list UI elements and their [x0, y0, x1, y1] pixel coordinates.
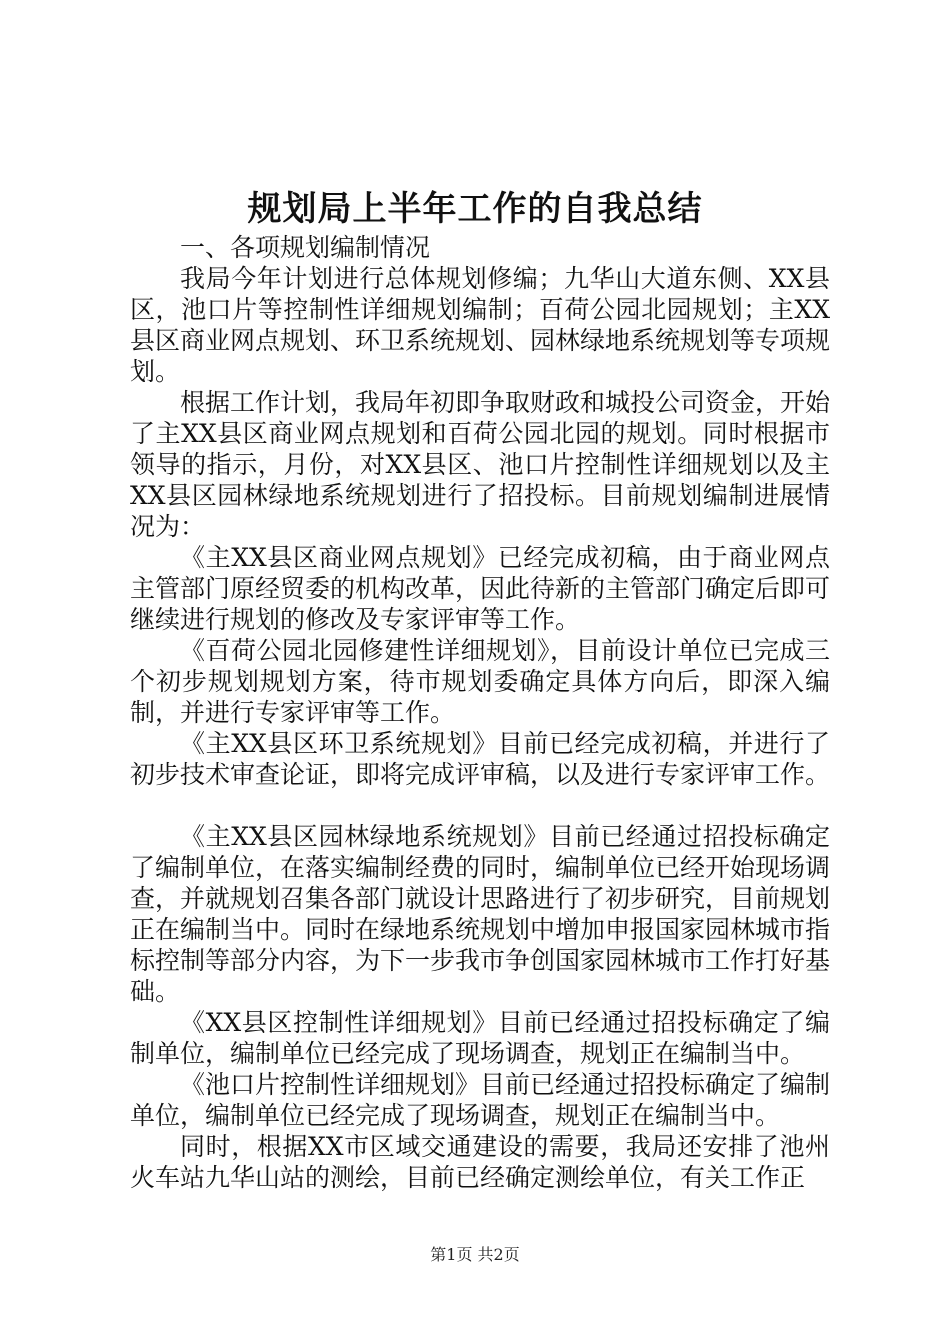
paragraph: 《池口片控制性详细规划》目前已经通过招投标确定了编制单位，编制单位已经完成了现场调查，规划正在编制当中。 — [130, 1070, 831, 1130]
paragraph: 同时，根据XX市区域交通建设的需要，我局还安排了池州火车站九华山站的测绘，目前已经确定测绘单位，有关工作正 — [130, 1132, 830, 1192]
page-footer: 第1页 共2页 — [430, 1245, 520, 1264]
document-body — [130, 232, 830, 1193]
paragraph: 我局今年计划进行总体规划修编；九华山大道东侧、XX县区，池口片等控制性详细规划编制；百荷公园北园规划；主XX县区商业网点规划、环卫系统规划、园林绿地系统规划等专项规划。 — [130, 264, 831, 386]
paragraph: 《主XX县区商业网点规划》已经完成初稿，由于商业网点主管部门原经贸委的机构改革，因此待新的主管部门确定后即可继续进行规划的修改及专家评审等工作。 — [130, 543, 831, 634]
paragraph: 《主XX县区环卫系统规划》目前已经完成初稿，并进行了初步技术审查论证，即将完成评审稿，以及进行专家评审工作。 — [130, 729, 831, 789]
document-title: 规划局上半年工作的自我总结 — [247, 189, 703, 229]
paragraph: 根据工作计划，我局年初即争取财政和城投公司资金，开始了主XX县区商业网点规划和百荷公园北园的规划。同时根据市领导的指示，月份，对XX县区、池口片控制性详细规划以及主XX县区园林绿地系统规划进行了招投标。目前规划编制进展情况为： — [130, 388, 831, 541]
paragraph: 《主XX县区园林绿地系统规划》目前已经通过招投标确定了编制单位，在落实编制经费的同时，编制单位已经开始现场调查，并就规划召集各部门就设计思路进行了初步研究，目前规划正在编制当中。同时在绿地系统规划中增加申报国家园林城市指标控制等部分内容，为下一步我市争创国家园林城市工作打好基础。 — [130, 822, 831, 1006]
paragraph: 《百荷公园北园修建性详细规划》，目前设计单位已完成三个初步规划规划方案，待市规划委确定具体方向后，即深入编制，并进行专家评审等工作。 — [130, 636, 830, 727]
section-heading: 一、各项规划编制情况 — [180, 233, 431, 262]
paragraph: 《XX县区控制性详细规划》目前已经通过招投标确定了编制单位，编制单位已经完成了现场调查，规划正在编制当中。 — [130, 1008, 830, 1068]
